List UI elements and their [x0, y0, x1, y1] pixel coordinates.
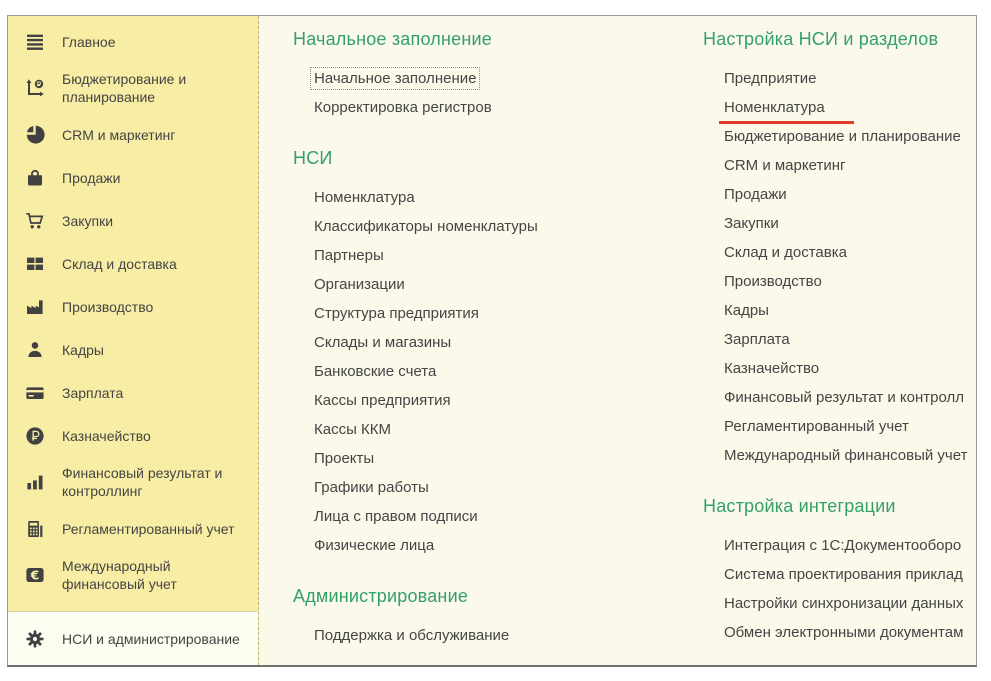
- menu-link-label: CRM и маркетинг: [724, 156, 846, 174]
- pie-chart-icon: [8, 125, 62, 145]
- sidebar-item[interactable]: Производство: [8, 285, 258, 328]
- sidebar-item[interactable]: Регламентированный учет: [8, 507, 258, 550]
- content-area: [259, 16, 976, 665]
- menu-link-label: Организации: [314, 275, 405, 293]
- sidebar-item[interactable]: € Международный финансовый учет: [8, 550, 258, 600]
- ruble-icon: [8, 426, 62, 446]
- menu-link[interactable]: [703, 617, 976, 646]
- app-window: [7, 15, 977, 667]
- menu-link[interactable]: [703, 530, 976, 559]
- menu-link-label: Предприятие: [724, 69, 817, 87]
- menu-link[interactable]: [293, 298, 703, 327]
- cart-icon: [8, 211, 62, 231]
- calculator-icon: [8, 519, 62, 539]
- menu-section: [293, 585, 703, 649]
- menu-link[interactable]: [293, 530, 703, 559]
- factory-icon: [8, 297, 62, 317]
- card-icon: [8, 383, 62, 403]
- menu-link-label: Структура предприятия: [314, 304, 479, 322]
- sidebar-item[interactable]: Кадры: [8, 328, 258, 371]
- menu-section: [703, 495, 976, 646]
- sidebar-item[interactable]: CRM и маркетинг: [8, 113, 258, 156]
- gear-icon: [8, 629, 62, 649]
- bag-icon: [8, 168, 62, 188]
- menu-link-label: Настройки синхронизации данных: [724, 594, 964, 612]
- menu-section: [293, 147, 703, 559]
- menu-link-label: Проекты: [314, 449, 375, 467]
- menu-link[interactable]: [703, 559, 976, 588]
- menu-link[interactable]: [703, 179, 976, 208]
- menu-section: [293, 28, 703, 121]
- euro-icon: [8, 565, 62, 585]
- menu-link[interactable]: [293, 211, 703, 240]
- budget-chart-icon: [8, 78, 62, 98]
- svg-text:€: €: [30, 567, 40, 583]
- menu-link[interactable]: [293, 472, 703, 501]
- menu-link-label: Номенклатура: [724, 98, 825, 116]
- menu-link[interactable]: [703, 411, 976, 440]
- sections-sidebar: [8, 16, 259, 665]
- menu-link[interactable]: [293, 63, 703, 92]
- menu-link-label: Кассы ККМ: [314, 420, 391, 438]
- menu-link-label: Физические лица: [314, 536, 435, 554]
- menu-link-label: Классификаторы номенклатуры: [314, 217, 538, 235]
- menu-icon: [8, 32, 62, 52]
- section-title: Настройка НСИ и разделов: [703, 29, 939, 49]
- menu-link[interactable]: [703, 237, 976, 266]
- sidebar-item[interactable]: Зарплата: [8, 371, 258, 414]
- menu-link[interactable]: [703, 150, 976, 179]
- menu-link-label: Номенклатура: [314, 188, 415, 206]
- menu-link[interactable]: [703, 92, 976, 121]
- sidebar-item[interactable]: Финансовый результат и контроллинг: [8, 457, 258, 507]
- menu-link[interactable]: [703, 63, 976, 92]
- menu-link[interactable]: [293, 414, 703, 443]
- menu-link-label: Кассы предприятия: [314, 391, 451, 409]
- menu-link[interactable]: [293, 92, 703, 121]
- menu-link-label: Партнеры: [314, 246, 384, 264]
- menu-link[interactable]: [703, 295, 976, 324]
- menu-link-label: Бюджетирование и планирование: [724, 127, 961, 145]
- menu-link[interactable]: [703, 324, 976, 353]
- menu-link[interactable]: [293, 443, 703, 472]
- menu-link-label: Международный финансовый учет: [724, 446, 968, 464]
- menu-link-label: Зарплата: [724, 330, 790, 348]
- sidebar-item[interactable]: Закупки: [8, 199, 258, 242]
- menu-column-1: [259, 16, 703, 665]
- menu-link-label: Кадры: [724, 301, 769, 319]
- menu-link[interactable]: [293, 385, 703, 414]
- menu-link-label: Банковские счета: [314, 362, 437, 380]
- warehouse-icon: [8, 254, 62, 274]
- menu-link-label: Поддержка и обслуживание: [314, 626, 510, 644]
- sidebar-item[interactable]: Склад и доставка: [8, 242, 258, 285]
- menu-link-label: Закупки: [724, 214, 779, 232]
- section-title: Администрирование: [293, 586, 469, 606]
- menu-link[interactable]: [293, 269, 703, 298]
- menu-link-label: Система проектирования приклад: [724, 565, 963, 583]
- sidebar-item[interactable]: Главное: [8, 20, 258, 63]
- menu-link[interactable]: [703, 588, 976, 617]
- menu-link[interactable]: [703, 208, 976, 237]
- menu-link-label: Корректировка регистров: [314, 98, 492, 116]
- menu-link-label: Графики работы: [314, 478, 429, 496]
- section-title: Начальное заполнение: [293, 29, 492, 49]
- menu-link[interactable]: [703, 440, 976, 469]
- menu-section: [703, 28, 976, 469]
- sidebar-item[interactable]: НСИ и администрирование: [8, 611, 258, 665]
- menu-link[interactable]: [703, 121, 976, 150]
- menu-column-2: [703, 16, 976, 665]
- bar-chart-icon: [8, 472, 62, 492]
- section-title: НСИ: [293, 148, 333, 168]
- menu-link-label: Обмен электронными документам: [724, 623, 964, 641]
- sidebar-item[interactable]: Казначейство: [8, 414, 258, 457]
- sidebar-item[interactable]: Продажи: [8, 156, 258, 199]
- menu-link-label: Финансовый результат и контролл: [724, 388, 965, 406]
- sidebar-item[interactable]: Бюджетирование и планирование: [8, 63, 258, 113]
- menu-link[interactable]: [703, 266, 976, 295]
- person-icon: [8, 340, 62, 360]
- menu-link-label: Интеграция с 1С:Документооборо: [724, 536, 962, 554]
- menu-link-label: Начальное заполнение: [310, 67, 480, 90]
- menu-link-label: Продажи: [724, 185, 787, 203]
- menu-link-label: Производство: [724, 272, 822, 290]
- menu-link-label: Казначейство: [724, 359, 820, 377]
- menu-link-label: Лица с правом подписи: [314, 507, 478, 525]
- menu-link-label: Регламентированный учет: [724, 417, 909, 435]
- menu-link[interactable]: [703, 353, 976, 382]
- menu-link[interactable]: [293, 182, 703, 211]
- menu-link[interactable]: [293, 327, 703, 356]
- menu-link[interactable]: [293, 501, 703, 530]
- menu-link[interactable]: [293, 356, 703, 385]
- menu-link-label: Склад и доставка: [724, 243, 847, 261]
- menu-link[interactable]: [703, 382, 976, 411]
- menu-link[interactable]: [293, 240, 703, 269]
- menu-link[interactable]: [293, 620, 703, 649]
- menu-link-label: Склады и магазины: [314, 333, 452, 351]
- section-title: Настройка интеграции: [703, 496, 896, 516]
